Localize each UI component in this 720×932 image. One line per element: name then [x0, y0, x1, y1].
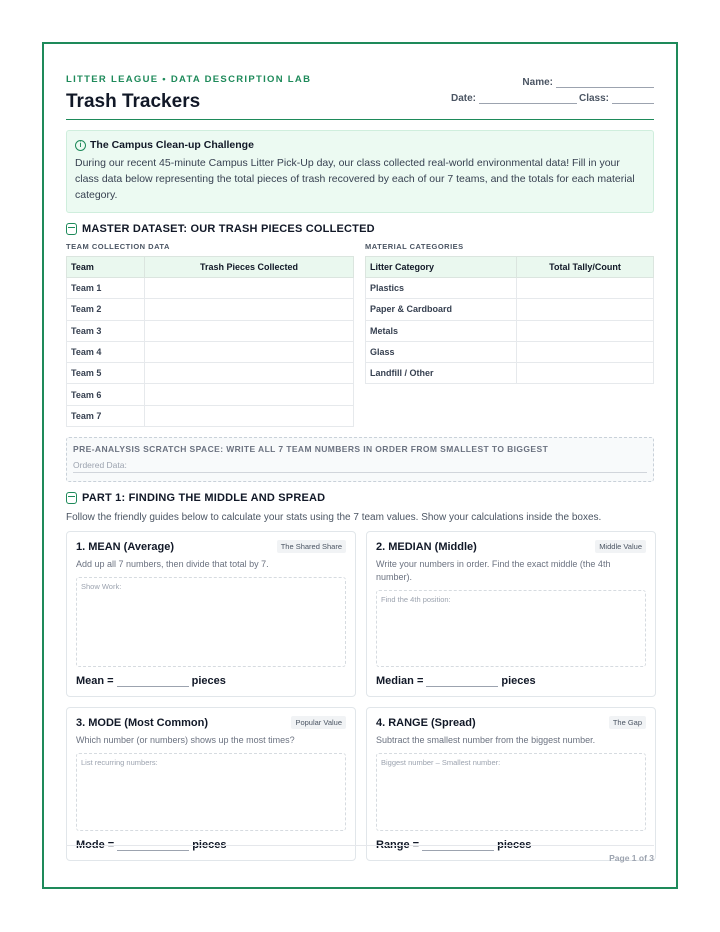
material-row-label: Paper & Cardboard [366, 299, 517, 320]
mean-blank[interactable] [117, 676, 189, 687]
team-row [67, 341, 354, 362]
material-table [365, 256, 654, 384]
team-value-cell[interactable] [145, 299, 354, 320]
material-row [366, 299, 654, 320]
mean-work-label: Show Work: [81, 582, 122, 592]
range-unit: pieces [497, 839, 532, 852]
mode-work-box[interactable] [76, 753, 346, 831]
material-table-label: MATERIAL CATEGORIES [365, 242, 464, 251]
material-value-cell[interactable] [517, 299, 654, 320]
material-row-label: Metals [366, 320, 517, 341]
mode-tag: Popular Value [291, 716, 346, 729]
team-value-cell[interactable] [145, 363, 354, 384]
dataset-tables [66, 242, 654, 427]
team-row [67, 363, 354, 384]
mean-unit: pieces [191, 675, 226, 688]
date-label: Date: [450, 93, 476, 104]
team-row-label: Team 6 [67, 384, 145, 405]
database-icon [66, 223, 77, 235]
class-label: Class: [578, 93, 609, 104]
mean-card [66, 531, 356, 697]
page-footer [66, 845, 654, 863]
median-desc: Write your numbers in order. Find the exact middle (the 4th number). [376, 559, 611, 583]
mean-answer-label: Mean = [76, 675, 114, 688]
median-work-box[interactable] [376, 590, 646, 667]
dataset-title: MASTER DATASET: OUR TRASH PIECES COLLECTED [82, 223, 375, 235]
mode-unit: pieces [192, 839, 227, 852]
challenge-callout [66, 130, 654, 213]
team-row-label: Team 2 [67, 299, 145, 320]
median-blank[interactable] [426, 676, 498, 687]
material-row-label: Glass [366, 341, 517, 362]
material-table-block [365, 242, 654, 427]
team-row-label: Team 3 [67, 320, 145, 341]
material-row-label: Landfill / Other [366, 363, 517, 384]
range-title: 4. RANGE (Spread) [376, 716, 476, 729]
range-work-label: Biggest number – Smallest number: [381, 758, 501, 768]
name-label: Name: [522, 77, 553, 88]
category-column-header: Litter Category [366, 257, 517, 278]
mean-work-box[interactable] [76, 577, 346, 667]
calculator-icon [66, 492, 77, 504]
range-card [366, 707, 656, 861]
material-row [366, 320, 654, 341]
team-value-cell[interactable] [145, 320, 354, 341]
median-work-label: Find the 4th position: [381, 595, 451, 605]
part1-intro: Follow the friendly guides below to calculate your stats using the 7 team values. Show your calculations inside the boxes. [66, 512, 602, 524]
pieces-column-header: Trash Pieces Collected [145, 257, 354, 278]
page-number: Page 1 of 3 [609, 853, 654, 863]
mean-answer[interactable] [76, 675, 226, 687]
material-value-cell[interactable] [517, 278, 654, 299]
material-value-cell[interactable] [517, 320, 654, 341]
date-line[interactable] [479, 94, 577, 104]
material-value-cell[interactable] [517, 363, 654, 384]
median-answer[interactable] [376, 675, 536, 687]
median-answer-label: Median = [376, 675, 424, 688]
team-table [66, 256, 354, 427]
date-class-fields [451, 93, 654, 104]
callout-heading [75, 139, 645, 151]
team-row [67, 299, 354, 320]
range-answer-label: Range = [376, 839, 420, 852]
team-row [67, 384, 354, 405]
team-column-header: Team [67, 257, 145, 278]
mode-answer-label: Mode = [76, 839, 115, 852]
team-value-cell[interactable] [145, 405, 354, 426]
name-line[interactable] [556, 78, 654, 88]
range-desc: Subtract the smallest number from the biggest number. [376, 735, 596, 746]
material-row-label: Plastics [366, 278, 517, 299]
mode-desc: Which number (or numbers) shows up the most times? [76, 735, 295, 746]
callout-title: The Campus Clean-up Challenge [90, 139, 254, 151]
team-value-cell[interactable] [145, 278, 354, 299]
team-row-label: Team 4 [67, 341, 145, 362]
range-work-box[interactable] [376, 753, 646, 831]
team-value-cell[interactable] [145, 341, 354, 362]
mode-card [66, 707, 356, 861]
mean-tag: The Shared Share [277, 540, 346, 553]
median-unit: pieces [501, 675, 536, 688]
median-title: 2. MEDIAN (Middle) [376, 540, 477, 553]
info-icon: i [75, 140, 86, 151]
material-row [366, 341, 654, 362]
mean-title: 1. MEAN (Average) [76, 540, 175, 553]
team-row-label: Team 1 [67, 278, 145, 299]
worksheet-page [42, 42, 678, 889]
scratch-title: PRE-ANALYSIS SCRATCH SPACE: WRITE ALL 7 TEAM NUMBERS IN ORDER FROM SMALLEST TO BIGGEST [73, 444, 549, 455]
team-row [67, 278, 354, 299]
range-tag: The Gap [609, 716, 646, 729]
median-card [366, 531, 656, 697]
part1-heading [66, 492, 654, 504]
material-value-cell[interactable] [517, 341, 654, 362]
kicker-label: LITTER LEAGUE • DATA DESCRIPTION LAB [66, 74, 312, 85]
team-table-block [66, 242, 354, 427]
team-row [67, 320, 354, 341]
mode-work-label: List recurring numbers: [81, 758, 158, 768]
tally-column-header: Total Tally/Count [517, 257, 654, 278]
page-title: Trash Trackers [66, 91, 201, 112]
ordered-data-label: Ordered Data: [73, 460, 647, 473]
team-row-label: Team 5 [67, 363, 145, 384]
team-value-cell[interactable] [145, 384, 354, 405]
scratch-space[interactable] [66, 437, 654, 482]
mode-title: 3. MODE (Most Common) [76, 716, 208, 729]
team-row-label: Team 7 [67, 405, 145, 426]
part1-title: PART 1: FINDING THE MIDDLE AND SPREAD [82, 492, 326, 505]
callout-text: During our recent 45-minute Campus Litter Pick-Up day, our class collected real-world environmental data! Fill in your class data below representing the total pieces of trash recovered by each of our 7 teams, and the totals for each material category. [75, 157, 635, 201]
median-tag: Middle Value [595, 540, 646, 553]
dataset-heading [66, 223, 654, 235]
team-row [67, 405, 354, 426]
team-table-label: TEAM COLLECTION DATA [66, 242, 170, 251]
page-header [66, 72, 654, 120]
mean-desc: Add up all 7 numbers, then divide that total by 7. [76, 559, 269, 570]
material-row [366, 363, 654, 384]
name-field[interactable] [522, 77, 654, 88]
material-row [366, 278, 654, 299]
class-line[interactable] [612, 94, 654, 104]
